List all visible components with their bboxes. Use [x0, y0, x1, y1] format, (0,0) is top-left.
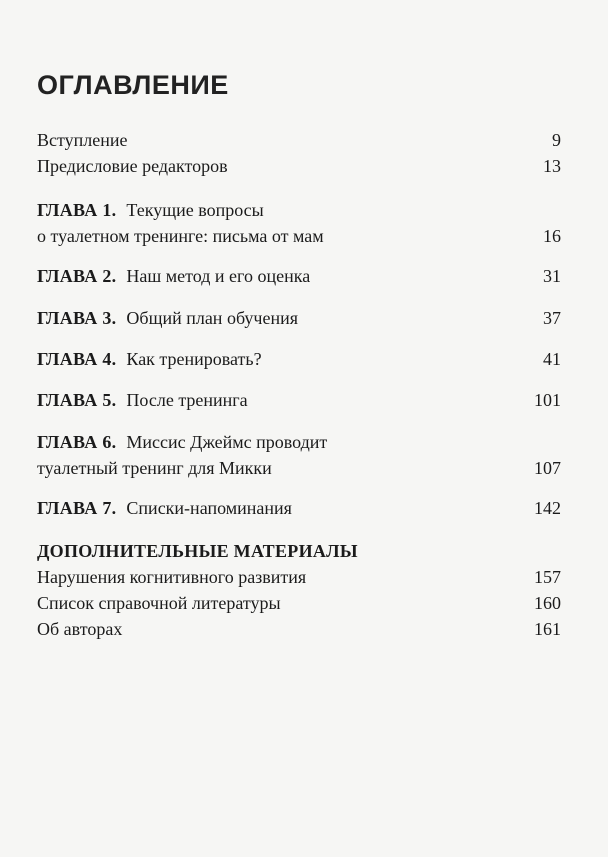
toc-chapter-4 — [37, 348, 561, 370]
toc-entry-preface — [37, 155, 561, 177]
chapter-page: 31 — [543, 266, 561, 286]
toc-entry-title: Предисловие редакторов — [37, 156, 228, 176]
chapter-title: Наш метод и его оценка — [126, 266, 311, 286]
chapter-title: Миссис Джеймс проводит — [126, 432, 328, 452]
toc-chapter-6 — [37, 431, 561, 453]
toc-chapter-6-cont — [37, 457, 561, 479]
page-title: ОГЛАВЛЕНИЕ — [37, 70, 229, 100]
toc-entry-title: Список справочной литературы — [37, 593, 281, 613]
chapter-page: 41 — [543, 349, 561, 369]
chapter-title: Как тренировать? — [126, 349, 262, 369]
table-of-contents — [37, 0, 561, 857]
chapter-page: 107 — [534, 458, 561, 478]
toc-appendix-item — [37, 618, 561, 640]
chapter-label: ГЛАВА 4. — [37, 349, 117, 369]
toc-entry-page: 157 — [534, 567, 561, 587]
toc-appendix-item — [37, 566, 561, 588]
toc-entry-page: 13 — [543, 156, 561, 176]
chapter-label: ГЛАВА 7. — [37, 498, 117, 518]
toc-entry-title: Вступление — [37, 130, 128, 150]
toc-chapter-7 — [37, 497, 561, 519]
toc-entry-page: 9 — [552, 130, 561, 150]
toc-entry-intro — [37, 129, 561, 151]
chapter-page: 101 — [534, 390, 561, 410]
toc-entry-page: 160 — [534, 593, 561, 613]
chapter-page: 37 — [543, 308, 561, 328]
chapter-label: ГЛАВА 1. — [37, 200, 117, 220]
appendix-title: ДОПОЛНИТЕЛЬНЫЕ МАТЕРИАЛЫ — [37, 541, 358, 561]
toc-chapter-1 — [37, 199, 561, 221]
toc-appendix-item — [37, 592, 561, 614]
toc-chapter-5 — [37, 389, 561, 411]
chapter-label: ГЛАВА 2. — [37, 266, 117, 286]
chapter-title-cont: туалетный тренинг для Микки — [37, 458, 272, 478]
toc-chapter-3 — [37, 307, 561, 329]
toc-chapter-2 — [37, 265, 561, 287]
chapter-title: Текущие вопросы — [126, 200, 264, 220]
chapter-title: После тренинга — [126, 390, 248, 410]
chapter-page: 142 — [534, 498, 561, 518]
chapter-title: Общий план обучения — [126, 308, 299, 328]
toc-entry-title: Нарушения когнитивного развития — [37, 567, 307, 587]
chapter-title: Списки-напоминания — [126, 498, 292, 518]
chapter-page: 16 — [543, 226, 561, 246]
toc-entry-page: 161 — [534, 619, 561, 639]
toc-entry-title: Об авторах — [37, 619, 123, 639]
chapter-label: ГЛАВА 3. — [37, 308, 117, 328]
chapter-label: ГЛАВА 6. — [37, 432, 117, 452]
chapter-label: ГЛАВА 5. — [37, 390, 117, 410]
toc-chapter-1-cont — [37, 225, 561, 247]
chapter-title-cont: о туалетном тренинге: письма от мам — [37, 226, 324, 246]
